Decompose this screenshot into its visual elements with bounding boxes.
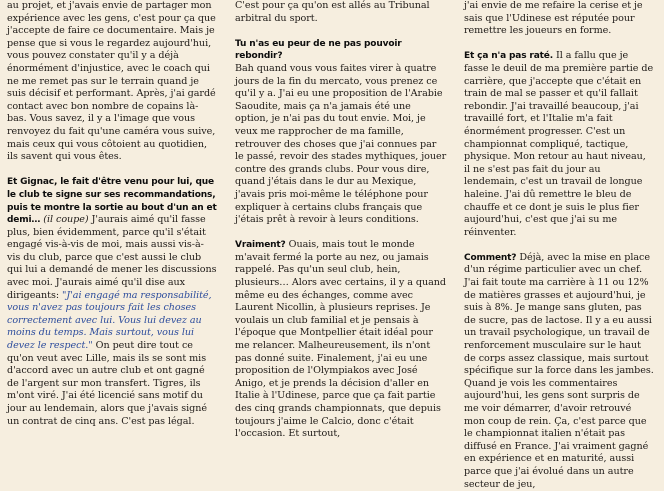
answer-text: Ouais, mais tout le monde m'avait fermé la porte au nez, ou jamais rappelé. Pas qu'un seul club, hein, plusieurs… Alors avec certains, il y a quand même eu des échanges, comme avec Laurent Nicollin, à plusieurs reprises. Je voulais un club familial et je pensais à l'époque que Montpellier était idéal pour me relancer. Malheureusement, ils n'ont pas donné suite. Finalement, j'ai eu une proposition de l'Olympiakos avec José Anigo, et je prends la décision d'aller en Italie à l'Udinese, parce que ça fait partie des cinq grands championnats, que depuis toujours j'aime le Calcio, donc c'était l'occasion. Et surtout,	[235, 239, 447, 440]
answer-text: J'aurais aimé qu'il fasse plus, bien évidemment, parce qu'il s'était engagé vis-à-vis de moi, mais aussi vis-à-vis du club, parce que c'est aussi le club qui lui a demandé de mener les discussions avec moi. J'aurais aimé qu'il dise aux dirigeants:	[7, 214, 217, 301]
paragraph: C'est pour ça qu'on est allés au Tribunal arbitral du sport.	[235, 0, 430, 24]
column-3	[464, 0, 654, 490]
answer-text: On peut dire tout ce qu'on veut avec Lille, mais ils se sont mis d'accord avec un autre club et ont gagné de l'argent sur mon transfert. Tigres, ils m'ont viré. J'ai été licencié sans motif du jour au lendemain, alors que j'avais signé un contrat de cinq ans. C'est pas légal.	[7, 340, 207, 427]
column-2	[235, 0, 447, 440]
paragraph-with-question	[464, 252, 654, 491]
interview-question: Vraiment?	[235, 240, 286, 251]
paragraph: Bah quand vous vous faites virer à quatre jours de la fin du mercato, vous prenez ce qu'il y a. J'ai eu une proposition de l'Arabie Saoudite, mais ça n'a jamais été une option, je n'ai pas du tout envie. Moi, je veux me rapprocher de ma famille, retrouver des choses que j'ai connues par le passé, revoir des stades mythiques, jouer contre des grands clubs. Pour vous dire, quand j'étais dans le dur au Mexique, j'avais pris moi-même le téléphone pour expliquer à certains clubs français que j'étais prêt à revoir à leurs conditions.	[235, 62, 447, 226]
quote-text: "J'ai engagé ma responsabilité, vous n'avez pas toujours fait les choses correctement avec lui. Vous lui devez au moins du temps. Mais surtout, vous lui devez le respect."	[7, 289, 212, 352]
aside-note: (il coupe)	[43, 214, 89, 226]
column-1	[7, 0, 217, 435]
paragraph: j'ai envie de me refaire la cerise et je sais que l'Udinese est réputée pour remettre les joueurs en forme.	[464, 0, 643, 37]
interview-question: Tu n'as eu peur de ne pas pouvoir rebondir?	[235, 38, 402, 62]
paragraph-with-question	[7, 176, 217, 428]
paragraph-with-question	[235, 239, 447, 441]
answer-text: Il a fallu que je fasse le deuil de ma première partie de carrière, que j'accepte que c'était en train de mal se passer et qu'il fallait rebondir. J'ai travaillé beaucoup, j'ai travaillé fort, et l'Italie m'a fait énormément progresser. C'est un championnat compliqué, tactique, physique. Mon retour au haut niveau, il ne s'est pas fait du jour au lendemain, c'est un travail de longue haleine. J'ai dû remettre le bleu de chauffe et ce dont je suis le plus fier aujourd'hui, c'est que j'ai su me réinventer.	[464, 50, 654, 238]
paragraph: au projet, et j'avais envie de partager mon expérience avec les gens, c'est pour ça que j'accepte de faire ce documentaire. Mais je pense que si vous le regardez aujourd'hui, vous pouvez constater qu'il y a déjà énormément d'injustice, avec le coach qui ne me remet pas sur le terrain quand je suis décisif et performant. Après, j'ai gardé contact avec bon nombre de copains là-bas. Vous savez, il y a l'image que vous renvoyez du fait qu'une caméra vous suive, mais ceux qui vous côtoient au quotidien, ils savent qui vous êtes.	[7, 0, 216, 163]
answer-text: Déjà, avec la mise en place d'un régime particulier avec un chef. J'ai fait toute ma carrière à 11 ou 12% de matières grasses et aujourd'hui, je suis à 8%. Je mange sans gluten, pas de sucre, pas de lactose. Il y a eu aussi un travail psychologique, un travail de renforcement musculaire sur le haut de corps assez classique, mais surtout spécifique sur la force dans les jambes. Quand je vois les commentaires aujourd'hui, les gens sont surpris de me voir démarrer, d'avoir retrouvé mon coup de rein. Ça, c'est parce que le championnat italien n'était pas diffusé en France. J'ai vraiment gagné en expérience et en maturité, aussi parce que j'ai évolué dans un autre secteur de jeu,	[464, 251, 654, 490]
interview-question: Et Gignac, le fait d'être venu pour lui, que le club te signe sur ses recommandations, puis te montre la sortie au bout d'un an et demi…	[7, 177, 217, 226]
interview-question: Et ça n'a pas raté.	[464, 51, 553, 62]
paragraph-with-question	[464, 50, 654, 239]
interview-question: Comment?	[464, 252, 517, 263]
